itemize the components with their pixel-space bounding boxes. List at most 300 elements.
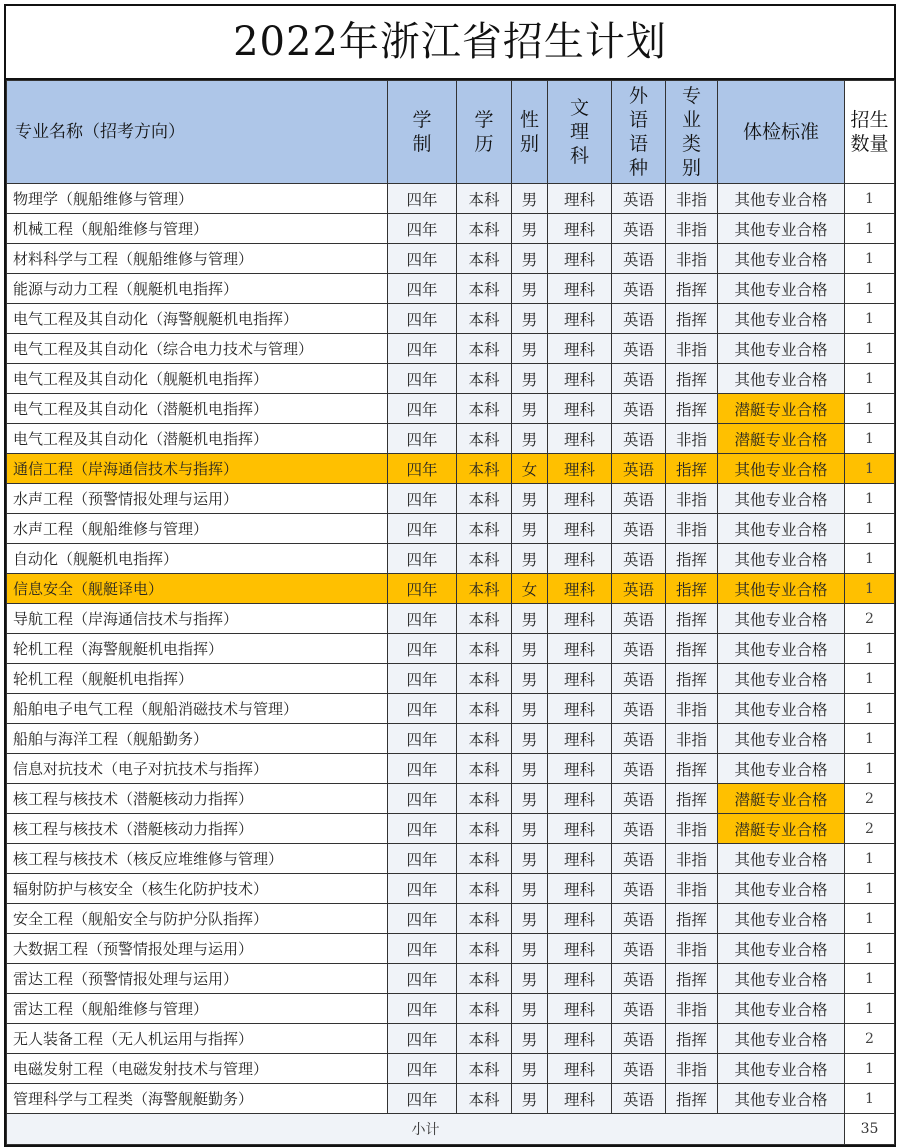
degree-cell: 本科	[457, 274, 512, 304]
category-cell: 非指	[666, 724, 718, 754]
exam-cell: 其他专业合格	[718, 1084, 845, 1114]
years-cell: 四年	[388, 334, 457, 364]
name-cell: 无人装备工程（无人机运用与指挥）	[7, 1024, 388, 1054]
header-exam: 体检标准	[718, 81, 845, 184]
subject-cell: 理科	[548, 604, 612, 634]
category-cell: 非指	[666, 694, 718, 724]
category-cell: 指挥	[666, 364, 718, 394]
category-cell: 指挥	[666, 664, 718, 694]
exam-cell: 其他专业合格	[718, 604, 845, 634]
header-degree: 学 历	[457, 81, 512, 184]
years-cell: 四年	[388, 364, 457, 394]
language-cell: 英语	[612, 994, 666, 1024]
category-cell: 指挥	[666, 454, 718, 484]
gender-cell: 男	[512, 184, 548, 214]
header-language: 外 语 语 种	[612, 81, 666, 184]
language-cell: 英语	[612, 424, 666, 454]
exam-cell: 其他专业合格	[718, 1024, 845, 1054]
name-cell: 信息对抗技术（电子对抗技术与指挥）	[7, 754, 388, 784]
name-cell: 电气工程及其自动化（海警舰艇机电指挥）	[7, 304, 388, 334]
subject-cell: 理科	[548, 964, 612, 994]
subject-cell: 理科	[548, 394, 612, 424]
count-cell: 1	[845, 334, 895, 364]
category-cell: 非指	[666, 1054, 718, 1084]
gender-cell: 男	[512, 364, 548, 394]
degree-cell: 本科	[457, 724, 512, 754]
count-cell: 1	[845, 304, 895, 334]
language-cell: 英语	[612, 604, 666, 634]
years-cell: 四年	[388, 664, 457, 694]
category-cell: 非指	[666, 844, 718, 874]
table-row	[7, 874, 895, 904]
exam-cell: 其他专业合格	[718, 334, 845, 364]
gender-cell: 男	[512, 514, 548, 544]
table-row	[7, 934, 895, 964]
years-cell: 四年	[388, 544, 457, 574]
name-cell: 船舶电子电气工程（舰船消磁技术与管理）	[7, 694, 388, 724]
years-cell: 四年	[388, 694, 457, 724]
name-cell: 电磁发射工程（电磁发射技术与管理）	[7, 1054, 388, 1084]
header-category: 专 业 类 别	[666, 81, 718, 184]
degree-cell: 本科	[457, 844, 512, 874]
language-cell: 英语	[612, 844, 666, 874]
table-row	[7, 304, 895, 334]
count-cell: 1	[845, 904, 895, 934]
count-cell: 1	[845, 214, 895, 244]
exam-cell: 其他专业合格	[718, 724, 845, 754]
degree-cell: 本科	[457, 754, 512, 784]
years-cell: 四年	[388, 904, 457, 934]
gender-cell: 男	[512, 244, 548, 274]
table-row	[7, 844, 895, 874]
exam-cell: 其他专业合格	[718, 514, 845, 544]
subject-cell: 理科	[548, 1024, 612, 1054]
table-row	[7, 814, 895, 844]
degree-cell: 本科	[457, 484, 512, 514]
name-cell: 自动化（舰艇机电指挥）	[7, 544, 388, 574]
category-cell: 非指	[666, 244, 718, 274]
name-cell: 通信工程（岸海通信技术与指挥）	[7, 454, 388, 484]
count-cell: 2	[845, 784, 895, 814]
category-cell: 非指	[666, 424, 718, 454]
gender-cell: 男	[512, 424, 548, 454]
language-cell: 英语	[612, 784, 666, 814]
years-cell: 四年	[388, 1024, 457, 1054]
subtotal-row	[7, 1114, 895, 1145]
count-cell: 1	[845, 934, 895, 964]
category-cell: 非指	[666, 214, 718, 244]
table-row	[7, 784, 895, 814]
degree-cell: 本科	[457, 604, 512, 634]
category-cell: 非指	[666, 994, 718, 1024]
name-cell: 导航工程（岸海通信技术与指挥）	[7, 604, 388, 634]
subject-cell: 理科	[548, 1084, 612, 1114]
exam-cell: 其他专业合格	[718, 1054, 845, 1084]
exam-cell: 潜艇专业合格	[718, 394, 845, 424]
name-cell: 管理科学与工程类（海警舰艇勤务）	[7, 1084, 388, 1114]
category-cell: 指挥	[666, 394, 718, 424]
category-cell: 非指	[666, 334, 718, 364]
count-cell: 1	[845, 394, 895, 424]
count-cell: 1	[845, 454, 895, 484]
table-row	[7, 904, 895, 934]
years-cell: 四年	[388, 874, 457, 904]
count-cell: 2	[845, 604, 895, 634]
language-cell: 英语	[612, 184, 666, 214]
language-cell: 英语	[612, 754, 666, 784]
language-cell: 英语	[612, 304, 666, 334]
years-cell: 四年	[388, 964, 457, 994]
language-cell: 英语	[612, 934, 666, 964]
count-cell: 1	[845, 274, 895, 304]
category-cell: 非指	[666, 814, 718, 844]
degree-cell: 本科	[457, 424, 512, 454]
degree-cell: 本科	[457, 454, 512, 484]
years-cell: 四年	[388, 574, 457, 604]
subject-cell: 理科	[548, 694, 612, 724]
language-cell: 英语	[612, 244, 666, 274]
language-cell: 英语	[612, 574, 666, 604]
subject-cell: 理科	[548, 424, 612, 454]
table-row	[7, 574, 895, 604]
gender-cell: 男	[512, 634, 548, 664]
table-row	[7, 634, 895, 664]
years-cell: 四年	[388, 274, 457, 304]
years-cell: 四年	[388, 634, 457, 664]
gender-cell: 男	[512, 994, 548, 1024]
language-cell: 英语	[612, 274, 666, 304]
degree-cell: 本科	[457, 814, 512, 844]
count-cell: 1	[845, 544, 895, 574]
gender-cell: 男	[512, 304, 548, 334]
header-subject: 文 理 科	[548, 81, 612, 184]
table-row	[7, 964, 895, 994]
gender-cell: 男	[512, 604, 548, 634]
language-cell: 英语	[612, 544, 666, 574]
header-years: 学 制	[388, 81, 457, 184]
degree-cell: 本科	[457, 1054, 512, 1084]
years-cell: 四年	[388, 214, 457, 244]
table-row	[7, 454, 895, 484]
exam-cell: 其他专业合格	[718, 184, 845, 214]
exam-cell: 其他专业合格	[718, 754, 845, 784]
language-cell: 英语	[612, 214, 666, 244]
gender-cell: 男	[512, 274, 548, 304]
exam-cell: 其他专业合格	[718, 844, 845, 874]
language-cell: 英语	[612, 394, 666, 424]
language-cell: 英语	[612, 634, 666, 664]
category-cell: 指挥	[666, 304, 718, 334]
table-row	[7, 364, 895, 394]
subject-cell: 理科	[548, 214, 612, 244]
exam-cell: 潜艇专业合格	[718, 424, 845, 454]
exam-cell: 其他专业合格	[718, 544, 845, 574]
degree-cell: 本科	[457, 574, 512, 604]
gender-cell: 男	[512, 724, 548, 754]
degree-cell: 本科	[457, 694, 512, 724]
gender-cell: 女	[512, 454, 548, 484]
subject-cell: 理科	[548, 244, 612, 274]
category-cell: 指挥	[666, 754, 718, 784]
gender-cell: 男	[512, 394, 548, 424]
name-cell: 核工程与核技术（核反应堆维修与管理）	[7, 844, 388, 874]
language-cell: 英语	[612, 484, 666, 514]
name-cell: 物理学（舰船维修与管理）	[7, 184, 388, 214]
name-cell: 电气工程及其自动化（潜艇机电指挥）	[7, 394, 388, 424]
name-cell: 信息安全（舰艇译电）	[7, 574, 388, 604]
category-cell: 非指	[666, 484, 718, 514]
gender-cell: 男	[512, 1054, 548, 1084]
name-cell: 辐射防护与核安全（核生化防护技术）	[7, 874, 388, 904]
count-cell: 1	[845, 664, 895, 694]
language-cell: 英语	[612, 364, 666, 394]
count-cell: 1	[845, 364, 895, 394]
header-row	[7, 81, 895, 184]
gender-cell: 男	[512, 814, 548, 844]
years-cell: 四年	[388, 304, 457, 334]
subject-cell: 理科	[548, 994, 612, 1024]
subject-cell: 理科	[548, 904, 612, 934]
degree-cell: 本科	[457, 664, 512, 694]
exam-cell: 其他专业合格	[718, 634, 845, 664]
header-name: 专业名称（招考方向）	[7, 81, 388, 184]
count-cell: 2	[845, 1024, 895, 1054]
language-cell: 英语	[612, 664, 666, 694]
exam-cell: 其他专业合格	[718, 904, 845, 934]
name-cell: 核工程与核技术（潜艇核动力指挥）	[7, 814, 388, 844]
years-cell: 四年	[388, 754, 457, 784]
name-cell: 电气工程及其自动化（综合电力技术与管理）	[7, 334, 388, 364]
gender-cell: 男	[512, 1024, 548, 1054]
subject-cell: 理科	[548, 304, 612, 334]
table-row	[7, 544, 895, 574]
language-cell: 英语	[612, 724, 666, 754]
table-row	[7, 994, 895, 1024]
years-cell: 四年	[388, 1054, 457, 1084]
gender-cell: 女	[512, 574, 548, 604]
subtotal-value: 35	[845, 1114, 895, 1145]
language-cell: 英语	[612, 1084, 666, 1114]
category-cell: 指挥	[666, 574, 718, 604]
category-cell: 指挥	[666, 1084, 718, 1114]
years-cell: 四年	[388, 424, 457, 454]
name-cell: 船舶与海洋工程（舰船勤务）	[7, 724, 388, 754]
header-gender: 性 别	[512, 81, 548, 184]
years-cell: 四年	[388, 394, 457, 424]
language-cell: 英语	[612, 1054, 666, 1084]
exam-cell: 其他专业合格	[718, 574, 845, 604]
name-cell: 能源与动力工程（舰艇机电指挥）	[7, 274, 388, 304]
subject-cell: 理科	[548, 934, 612, 964]
name-cell: 材料科学与工程（舰船维修与管理）	[7, 244, 388, 274]
category-cell: 指挥	[666, 634, 718, 664]
degree-cell: 本科	[457, 1084, 512, 1114]
gender-cell: 男	[512, 934, 548, 964]
language-cell: 英语	[612, 904, 666, 934]
gender-cell: 男	[512, 334, 548, 364]
language-cell: 英语	[612, 814, 666, 844]
subject-cell: 理科	[548, 634, 612, 664]
name-cell: 雷达工程（预警情报处理与运用）	[7, 964, 388, 994]
count-cell: 1	[845, 244, 895, 274]
table-row	[7, 754, 895, 784]
table-row	[7, 484, 895, 514]
gender-cell: 男	[512, 1084, 548, 1114]
count-cell: 1	[845, 964, 895, 994]
years-cell: 四年	[388, 784, 457, 814]
subject-cell: 理科	[548, 334, 612, 364]
subject-cell: 理科	[548, 784, 612, 814]
subject-cell: 理科	[548, 874, 612, 904]
name-cell: 大数据工程（预警情报处理与运用）	[7, 934, 388, 964]
gender-cell: 男	[512, 754, 548, 784]
count-cell: 1	[845, 574, 895, 604]
count-cell: 2	[845, 814, 895, 844]
years-cell: 四年	[388, 934, 457, 964]
gender-cell: 男	[512, 484, 548, 514]
exam-cell: 其他专业合格	[718, 244, 845, 274]
language-cell: 英语	[612, 694, 666, 724]
name-cell: 安全工程（舰船安全与防护分队指挥）	[7, 904, 388, 934]
gender-cell: 男	[512, 214, 548, 244]
count-cell: 1	[845, 634, 895, 664]
table-row	[7, 604, 895, 634]
name-cell: 水声工程（舰船维修与管理）	[7, 514, 388, 544]
years-cell: 四年	[388, 184, 457, 214]
degree-cell: 本科	[457, 994, 512, 1024]
table-row	[7, 424, 895, 454]
gender-cell: 男	[512, 874, 548, 904]
gender-cell: 男	[512, 544, 548, 574]
category-cell: 非指	[666, 934, 718, 964]
category-cell: 指挥	[666, 904, 718, 934]
gender-cell: 男	[512, 694, 548, 724]
subject-cell: 理科	[548, 514, 612, 544]
subject-cell: 理科	[548, 1054, 612, 1084]
gender-cell: 男	[512, 964, 548, 994]
exam-cell: 其他专业合格	[718, 484, 845, 514]
enrollment-table	[6, 80, 895, 1145]
table-row	[7, 184, 895, 214]
page-title: 2022年浙江省招生计划	[6, 6, 894, 80]
table-row	[7, 274, 895, 304]
years-cell: 四年	[388, 844, 457, 874]
table-row	[7, 724, 895, 754]
years-cell: 四年	[388, 514, 457, 544]
exam-cell: 其他专业合格	[718, 454, 845, 484]
table-row	[7, 514, 895, 544]
category-cell: 非指	[666, 184, 718, 214]
years-cell: 四年	[388, 604, 457, 634]
enrollment-plan-sheet	[4, 4, 896, 1147]
name-cell: 雷达工程（舰船维修与管理）	[7, 994, 388, 1024]
subject-cell: 理科	[548, 664, 612, 694]
gender-cell: 男	[512, 904, 548, 934]
degree-cell: 本科	[457, 214, 512, 244]
table-row	[7, 214, 895, 244]
count-cell: 1	[845, 184, 895, 214]
exam-cell: 潜艇专业合格	[718, 784, 845, 814]
degree-cell: 本科	[457, 904, 512, 934]
language-cell: 英语	[612, 874, 666, 904]
name-cell: 电气工程及其自动化（潜艇机电指挥）	[7, 424, 388, 454]
degree-cell: 本科	[457, 964, 512, 994]
degree-cell: 本科	[457, 784, 512, 814]
language-cell: 英语	[612, 1024, 666, 1054]
count-cell: 1	[845, 484, 895, 514]
category-cell: 指挥	[666, 544, 718, 574]
count-cell: 1	[845, 1084, 895, 1114]
count-cell: 1	[845, 1054, 895, 1084]
degree-cell: 本科	[457, 634, 512, 664]
table-row	[7, 244, 895, 274]
count-cell: 1	[845, 754, 895, 784]
subject-cell: 理科	[548, 724, 612, 754]
subtotal-label: 小计	[7, 1114, 845, 1145]
language-cell: 英语	[612, 334, 666, 364]
exam-cell: 其他专业合格	[718, 304, 845, 334]
category-cell: 指挥	[666, 274, 718, 304]
table-row	[7, 664, 895, 694]
category-cell: 非指	[666, 514, 718, 544]
degree-cell: 本科	[457, 514, 512, 544]
degree-cell: 本科	[457, 364, 512, 394]
subject-cell: 理科	[548, 274, 612, 304]
degree-cell: 本科	[457, 184, 512, 214]
subject-cell: 理科	[548, 454, 612, 484]
name-cell: 电气工程及其自动化（舰艇机电指挥）	[7, 364, 388, 394]
subject-cell: 理科	[548, 364, 612, 394]
exam-cell: 潜艇专业合格	[718, 814, 845, 844]
subject-cell: 理科	[548, 544, 612, 574]
subject-cell: 理科	[548, 184, 612, 214]
table-row	[7, 1024, 895, 1054]
subject-cell: 理科	[548, 814, 612, 844]
gender-cell: 男	[512, 664, 548, 694]
exam-cell: 其他专业合格	[718, 214, 845, 244]
category-cell: 指挥	[666, 964, 718, 994]
degree-cell: 本科	[457, 544, 512, 574]
name-cell: 机械工程（舰船维修与管理）	[7, 214, 388, 244]
exam-cell: 其他专业合格	[718, 964, 845, 994]
degree-cell: 本科	[457, 934, 512, 964]
subject-cell: 理科	[548, 484, 612, 514]
degree-cell: 本科	[457, 304, 512, 334]
table-row	[7, 1084, 895, 1114]
subject-cell: 理科	[548, 844, 612, 874]
degree-cell: 本科	[457, 244, 512, 274]
subject-cell: 理科	[548, 754, 612, 784]
degree-cell: 本科	[457, 394, 512, 424]
years-cell: 四年	[388, 484, 457, 514]
name-cell: 水声工程（预警情报处理与运用）	[7, 484, 388, 514]
years-cell: 四年	[388, 814, 457, 844]
language-cell: 英语	[612, 454, 666, 484]
exam-cell: 其他专业合格	[718, 664, 845, 694]
degree-cell: 本科	[457, 334, 512, 364]
count-cell: 1	[845, 724, 895, 754]
degree-cell: 本科	[457, 1024, 512, 1054]
subject-cell: 理科	[548, 574, 612, 604]
exam-cell: 其他专业合格	[718, 274, 845, 304]
table-row	[7, 694, 895, 724]
language-cell: 英语	[612, 514, 666, 544]
name-cell: 轮机工程（海警舰艇机电指挥）	[7, 634, 388, 664]
name-cell: 轮机工程（舰艇机电指挥）	[7, 664, 388, 694]
years-cell: 四年	[388, 994, 457, 1024]
years-cell: 四年	[388, 1084, 457, 1114]
years-cell: 四年	[388, 724, 457, 754]
